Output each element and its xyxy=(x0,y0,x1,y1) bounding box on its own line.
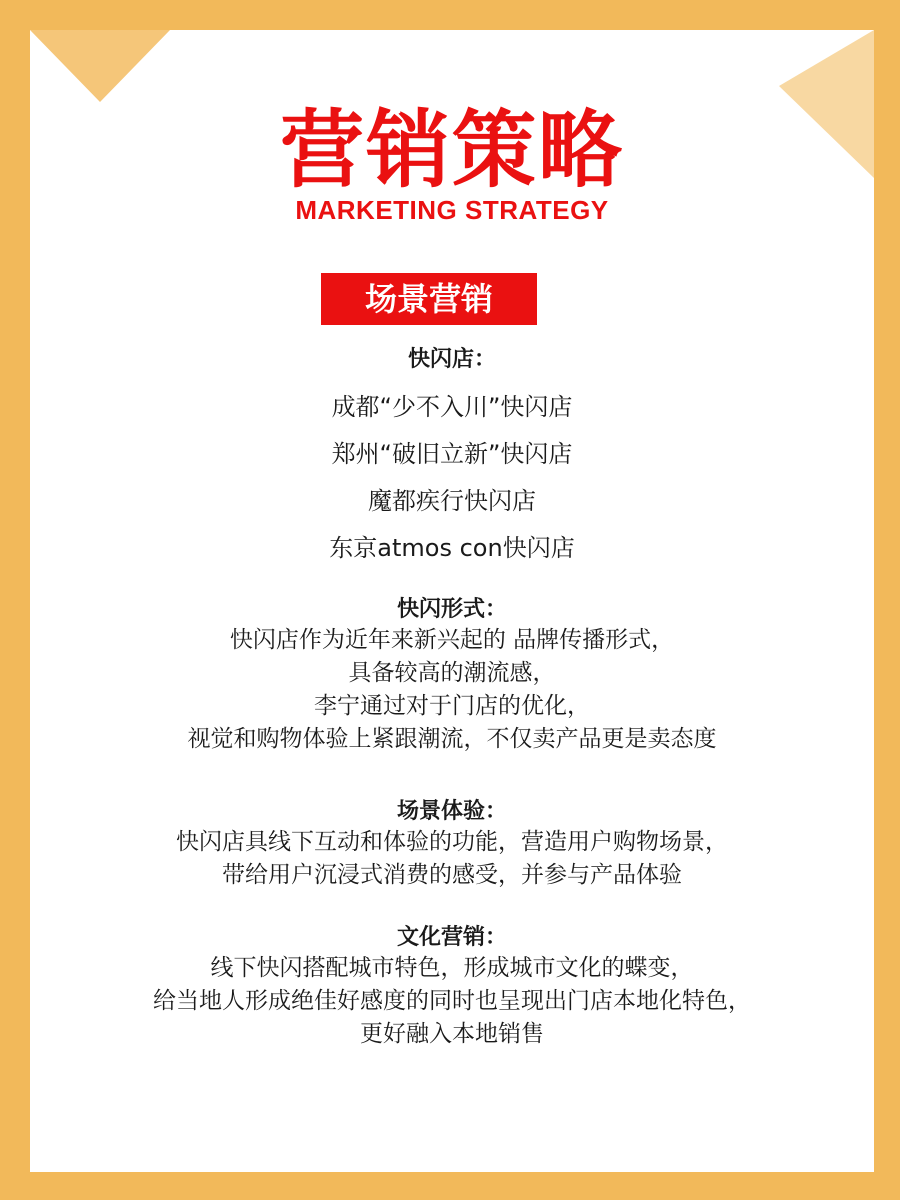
paragraph-line: 快闪店具线下互动和体验的功能，营造用户购物场景， xyxy=(176,829,728,855)
pop-up-format-heading: 快闪形式： xyxy=(396,597,507,622)
pop-up-stores-list xyxy=(30,384,874,572)
list-item: 东京atmos con快闪店 xyxy=(329,534,575,562)
list-item: 魔都疾行快闪店 xyxy=(368,487,536,515)
page-subtitle: MARKETING STRATEGY xyxy=(295,195,609,225)
cultural-marketing-heading: 文化营销： xyxy=(396,925,507,950)
pop-up-stores-heading: 快闪店： xyxy=(407,347,496,372)
cultural-marketing-text xyxy=(30,952,874,1051)
pop-up-format-section xyxy=(30,592,874,623)
paragraph-line: 更好融入本地销售 xyxy=(360,1021,544,1047)
paragraph-line: 视觉和购物体验上紧跟潮流，不仅卖产品更是卖态度 xyxy=(187,726,717,752)
pop-up-stores-section xyxy=(30,342,874,373)
cultural-marketing-section xyxy=(30,920,874,951)
paragraph-line: 带给用户沉浸式消费的感受，并参与产品体验 xyxy=(222,862,682,888)
paragraph-line: 具备较高的潮流感， xyxy=(348,660,556,686)
paragraph-line: 线下快闪搭配城市特色，形成城市文化的蝶变， xyxy=(210,955,694,981)
content-card xyxy=(30,30,874,1172)
page-title: 营销策略 xyxy=(279,101,624,199)
pop-up-format-text xyxy=(30,624,874,756)
paragraph-line: 快闪店作为近年来新兴起的 品牌传播形式， xyxy=(229,627,675,653)
list-item: 郑州“破旧立新”快闪店 xyxy=(331,440,573,468)
paragraph-line: 李宁通过对于门店的优化， xyxy=(314,693,590,719)
paragraph-line: 给当地人形成绝佳好感度的同时也呈现出门店本地化特色， xyxy=(153,988,751,1014)
scene-experience-text xyxy=(30,826,874,892)
list-item: 成都“少不入川”快闪店 xyxy=(331,393,573,421)
scene-experience-heading: 场景体验： xyxy=(396,799,507,824)
decorative-triangle-top-left xyxy=(30,30,170,105)
scene-experience-section xyxy=(30,794,874,825)
section-badge: 场景营销 xyxy=(321,273,537,325)
